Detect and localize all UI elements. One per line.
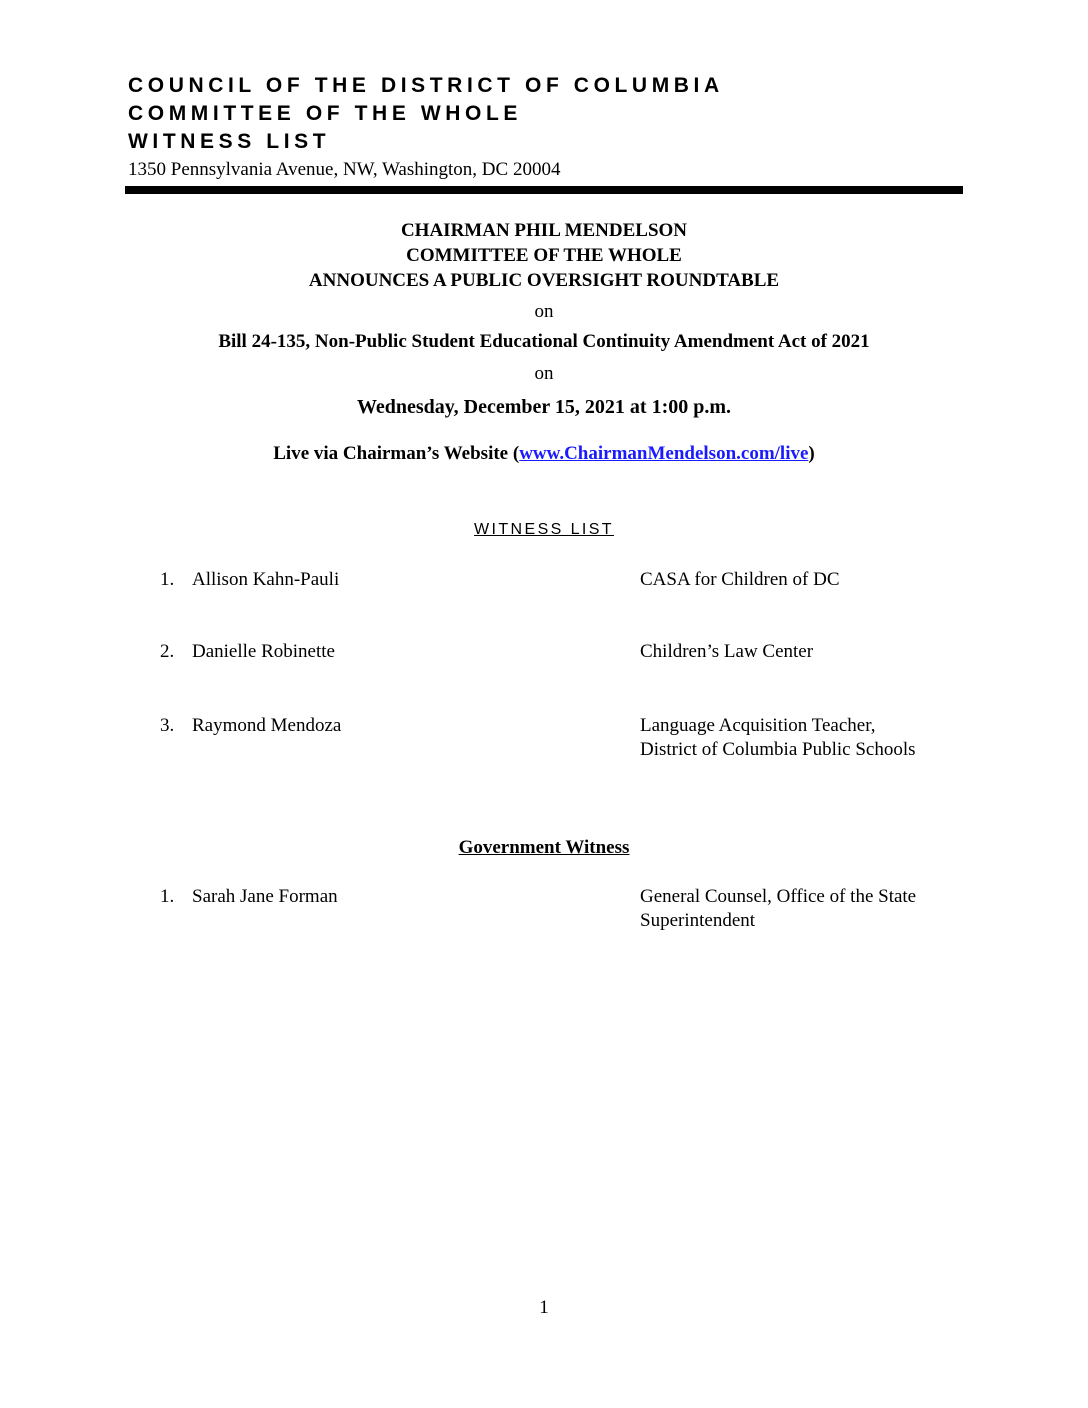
witness-organization-line: Superintendent <box>640 910 756 931</box>
witness-name: Raymond Mendoza <box>192 715 342 736</box>
witness-organization-line: Language Acquisition Teacher, <box>640 715 876 736</box>
witness-name: Danielle Robinette <box>192 641 335 662</box>
page-number: 1 <box>539 1297 549 1318</box>
live-stream-link[interactable]: www.ChairmanMendelson.com/live <box>519 443 809 464</box>
witness-number: 2. <box>160 641 175 662</box>
witness-name: Sarah Jane Forman <box>192 886 338 907</box>
witness-organization-line: General Counsel, Office of the State <box>640 886 917 907</box>
letterhead-council: COUNCIL OF THE DISTRICT OF COLUMBIA <box>128 74 724 97</box>
government-witness-heading <box>0 836 1088 860</box>
witness-list-heading-text: WITNESS LIST <box>474 521 614 538</box>
witness-organization <box>640 885 970 933</box>
announcement-committee: COMMITTEE OF THE WHOLE <box>406 245 682 266</box>
government-witness-heading-text: Government Witness <box>458 837 630 858</box>
hearing-date: Wednesday, December 15, 2021 at 1:00 p.m. <box>356 396 732 418</box>
witness-organization <box>640 640 970 664</box>
live-suffix: ) <box>808 443 815 464</box>
witness-organization-line: District of Columbia Public Schools <box>640 739 916 760</box>
on-connector-1: on <box>534 301 554 322</box>
witness-organization-line: Children’s Law Center <box>640 641 814 662</box>
witness-organization-line: CASA for Children of DC <box>640 569 840 590</box>
witness-organization <box>640 714 970 762</box>
live-stream-line <box>0 442 1088 466</box>
announcement-event: ANNOUNCES A PUBLIC OVERSIGHT ROUNDTABLE <box>308 270 780 291</box>
bill-title: Bill 24-135, Non-Public Student Educational Continuity Amendment Act of 2021 <box>218 331 870 352</box>
witness-number: 1. <box>160 886 175 907</box>
witness-name: Allison Kahn-Pauli <box>192 569 340 590</box>
letterhead-document-type: WITNESS LIST <box>128 130 331 153</box>
witness-list-heading <box>0 518 1088 542</box>
live-prefix: Live via Chairman’s Website ( <box>273 443 520 464</box>
letterhead-committee: COMMITTEE OF THE WHOLE <box>128 102 523 125</box>
header-rule <box>125 186 963 194</box>
on-connector-2: on <box>534 363 554 384</box>
announcement-title <box>0 218 1088 293</box>
letterhead <box>128 72 968 183</box>
witness-organization <box>640 568 970 592</box>
announcement-chairman: CHAIRMAN PHIL MENDELSON <box>400 220 688 241</box>
witness-number: 1. <box>160 569 175 590</box>
witness-number: 3. <box>160 715 175 736</box>
letterhead-address: 1350 Pennsylvania Avenue, NW, Washington, DC 20004 <box>128 159 561 180</box>
